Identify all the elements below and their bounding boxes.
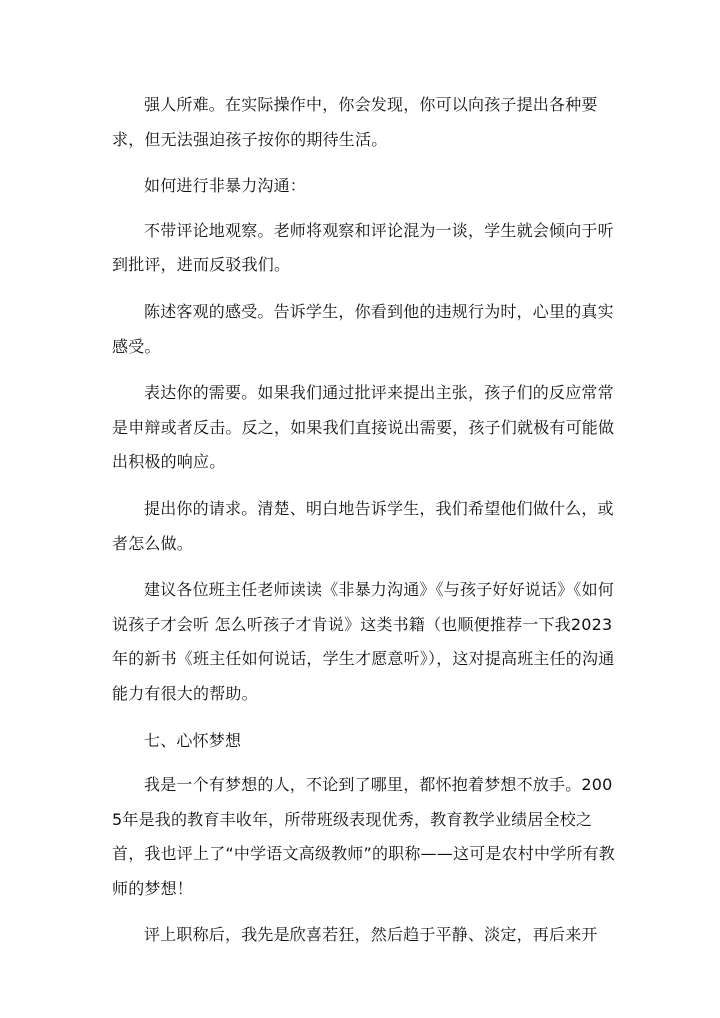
paragraph-4: 陈述客观的感受。告诉学生，你看到他的违规行为时，心里的真实感受。 (112, 301, 614, 356)
paragraph-9: 评上职称后，我先是欣喜若狂，然后趋于平静、淡定，再后来开 (144, 925, 598, 945)
paragraph-8: 我是一个有梦想的人，不论到了哪里，都怀抱着梦想不放手。2005年是我的教育丰收年，所带班级表现优秀，教育教学业绩居全校之首，我也评上了“中学语文高级教师”的职称——这可是农村中学所有教师的梦想！ (112, 775, 615, 898)
section-heading: 七、心怀梦想 (144, 730, 242, 750)
paragraph-1: 强人所难。在实际操作中，你会发现，你可以向孩子提出各种要求，但无法强迫孩子按你的期待生活。 (112, 95, 598, 149)
paragraph-5: 表达你的需要。如果我们通过批评来提出主张，孩子们的反应常常是申辩或者反击。反之，如果我们直接说出需要，孩子们就极有可能做出积极的响应。 (112, 383, 615, 472)
document-body (112, 88, 620, 965)
paragraph-2: 如何进行非暴力沟通： (144, 176, 307, 196)
paragraph-3: 不带评论地观察。老师将观察和评论混为一谈，学生就会倾向于听到批评，进而反驳我们。 (112, 220, 614, 275)
paragraph-7: 建议各位班主任老师读读《非暴力沟通》《与孩子好好说话》《如何说孩子才会听 怎么听孩子才肯说》这类书籍（也顺便推荐一下我2023年的新书《班主任如何说话，学生才愿意听》），这对提高班主任的沟通能力有很大的帮助。 (112, 580, 615, 703)
paragraph-6: 提出你的请求。清楚、明白地告诉学生，我们希望他们做什么，或者怎么做。 (112, 498, 614, 553)
